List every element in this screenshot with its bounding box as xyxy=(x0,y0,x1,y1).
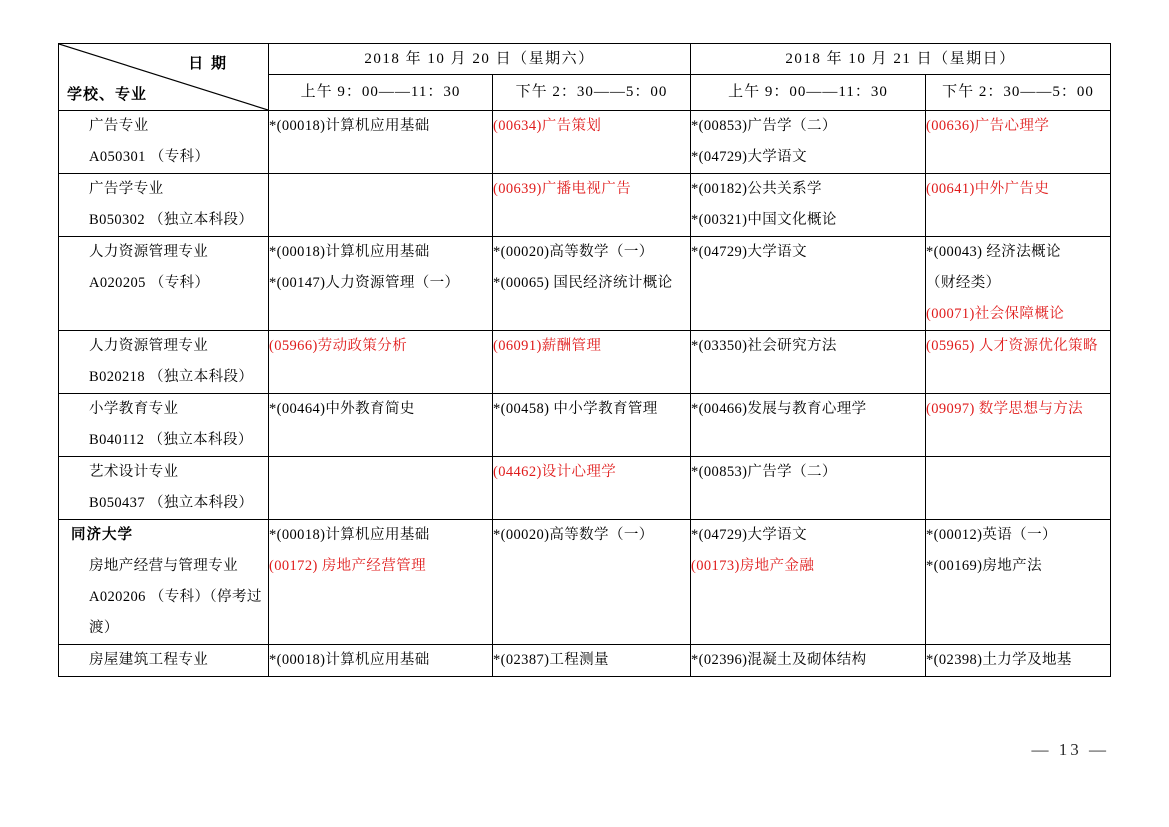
course-line: (00634)广告策划 xyxy=(493,118,602,134)
table-row xyxy=(59,331,1111,394)
course-line: (04462)设计心理学 xyxy=(493,464,617,480)
course-line: *(04729)大学语文 xyxy=(691,149,807,165)
course-line: *(00853)广告学（二） xyxy=(691,464,837,480)
cell-c3 xyxy=(493,457,691,520)
course-line: (00173)房地产金融 xyxy=(691,558,815,574)
cell-school-major xyxy=(59,174,269,237)
major-line: 人力资源管理专业 xyxy=(89,338,209,354)
cell-c3 xyxy=(493,645,691,677)
cell-c5 xyxy=(926,237,1111,331)
course-line: *(00321)中国文化概论 xyxy=(691,212,837,228)
header-day-1: 2018 年 10 月 20 日（星期六） xyxy=(269,44,691,75)
cell-c5 xyxy=(926,111,1111,174)
course-line: (09097) 数学思想与方法 xyxy=(926,401,1084,417)
cell-c2 xyxy=(269,174,493,237)
course-line: (00636)广告心理学 xyxy=(926,118,1050,134)
cell-c2 xyxy=(269,331,493,394)
course-line: *(03350)社会研究方法 xyxy=(691,338,837,354)
cell-c3 xyxy=(493,331,691,394)
cell-c5 xyxy=(926,394,1111,457)
major-line: B020218 （独立本科段） xyxy=(89,369,254,385)
cell-c4 xyxy=(691,520,926,645)
header-slot-4: 下午 2：30——5：00 xyxy=(926,75,1111,111)
course-line: *(00012)英语（一） xyxy=(926,527,1057,543)
page-number: — 13 — xyxy=(1031,740,1109,759)
cell-school-major xyxy=(59,394,269,457)
cell-school-major xyxy=(59,331,269,394)
course-line: *(00020)高等数学（一） xyxy=(493,527,654,543)
cell-c4 xyxy=(691,237,926,331)
cell-school-major xyxy=(59,457,269,520)
table-row xyxy=(59,174,1111,237)
major-line: 房地产经营与管理专业 xyxy=(89,558,238,574)
course-line: (00641)中外广告史 xyxy=(926,181,1050,197)
header-slot-1: 上午 9：00——11：30 xyxy=(269,75,493,111)
table-row xyxy=(59,394,1111,457)
header-slot-2: 下午 2：30——5：00 xyxy=(493,75,691,111)
cell-c3 xyxy=(493,520,691,645)
table-row xyxy=(59,645,1111,677)
cell-c3 xyxy=(493,394,691,457)
cell-c4 xyxy=(691,457,926,520)
cell-c2 xyxy=(269,457,493,520)
header-row-days xyxy=(59,44,1111,75)
table-body xyxy=(59,111,1111,677)
course-line: *(02398)土力学及地基 xyxy=(926,652,1072,668)
course-line: *(00018)计算机应用基础 xyxy=(269,527,430,543)
cell-c2 xyxy=(269,237,493,331)
cell-c4 xyxy=(691,645,926,677)
major-line: 同济大学 xyxy=(71,527,133,543)
cell-c2 xyxy=(269,394,493,457)
course-line: *(00147)人力资源管理（一） xyxy=(269,275,460,291)
table-row xyxy=(59,111,1111,174)
cell-school-major xyxy=(59,237,269,331)
course-line: *(00018)计算机应用基础 xyxy=(269,118,430,134)
course-line: *(04729)大学语文 xyxy=(691,527,807,543)
table-row xyxy=(59,520,1111,645)
course-line: *(00169)房地产法 xyxy=(926,558,1042,574)
cell-c4 xyxy=(691,331,926,394)
course-line: *(00018)计算机应用基础 xyxy=(269,244,430,260)
course-line: *(00065) 国民经济统计概论 xyxy=(493,275,673,291)
major-line: 广告专业 xyxy=(89,118,149,134)
course-line: *(02387)工程测量 xyxy=(493,652,609,668)
major-line: A020205 （专科） xyxy=(89,275,210,291)
course-line: *(00466)发展与教育心理学 xyxy=(691,401,867,417)
course-line: （财经类） xyxy=(926,275,1001,291)
major-line: B040112 （独立本科段） xyxy=(89,432,253,448)
major-line: 人力资源管理专业 xyxy=(89,244,209,260)
table-header xyxy=(59,44,1111,111)
table-row xyxy=(59,237,1111,331)
cell-school-major xyxy=(59,520,269,645)
course-line: (00639)广播电视广告 xyxy=(493,181,632,197)
course-line: (00071)社会保障概论 xyxy=(926,306,1065,322)
cell-c5 xyxy=(926,520,1111,645)
cell-c3 xyxy=(493,174,691,237)
course-line: (05966)劳动政策分析 xyxy=(269,338,408,354)
major-line: 房屋建筑工程专业 xyxy=(89,652,209,668)
cell-c5 xyxy=(926,331,1111,394)
course-line: *(00018)计算机应用基础 xyxy=(269,652,430,668)
course-line: *(00464)中外教育简史 xyxy=(269,401,415,417)
course-line: *(00458) 中小学教育管理 xyxy=(493,401,658,417)
major-line: A020206 （专科）（停考过渡） xyxy=(89,589,262,636)
header-date-label: 日 期 xyxy=(188,56,228,72)
header-slot-3: 上午 9：00——11：30 xyxy=(691,75,926,111)
cell-c5 xyxy=(926,174,1111,237)
cell-c4 xyxy=(691,111,926,174)
cell-c2 xyxy=(269,111,493,174)
major-line: 艺术设计专业 xyxy=(89,464,179,480)
course-line: *(00182)公共关系学 xyxy=(691,181,822,197)
major-line: B050302 （独立本科段） xyxy=(89,212,254,228)
cell-c2 xyxy=(269,520,493,645)
header-day-2: 2018 年 10 月 21 日（星期日） xyxy=(691,44,1111,75)
major-line: 广告学专业 xyxy=(89,181,164,197)
cell-c4 xyxy=(691,394,926,457)
course-line: (05965) 人才资源优化策略 xyxy=(926,338,1098,354)
cell-c5 xyxy=(926,457,1111,520)
cell-c2 xyxy=(269,645,493,677)
course-line: (06091)薪酬管理 xyxy=(493,338,602,354)
cell-school-major xyxy=(59,645,269,677)
cell-school-major xyxy=(59,111,269,174)
course-line: *(02396)混凝土及砌体结构 xyxy=(691,652,867,668)
exam-schedule-table xyxy=(58,43,1111,677)
header-corner-cell xyxy=(59,44,269,111)
cell-c3 xyxy=(493,237,691,331)
cell-c3 xyxy=(493,111,691,174)
course-line: *(00020)高等数学（一） xyxy=(493,244,654,260)
major-line: B050437 （独立本科段） xyxy=(89,495,254,511)
major-line: 小学教育专业 xyxy=(89,401,179,417)
header-school-major-label: 学校、专业 xyxy=(67,87,148,103)
table-row xyxy=(59,457,1111,520)
course-line: *(04729)大学语文 xyxy=(691,244,807,260)
course-line: (00172) 房地产经营管理 xyxy=(269,558,427,574)
course-line: *(00853)广告学（二） xyxy=(691,118,837,134)
major-line: A050301 （专科） xyxy=(89,149,210,165)
course-line: *(00043) 经济法概论 xyxy=(926,244,1061,260)
cell-c5 xyxy=(926,645,1111,677)
cell-c4 xyxy=(691,174,926,237)
